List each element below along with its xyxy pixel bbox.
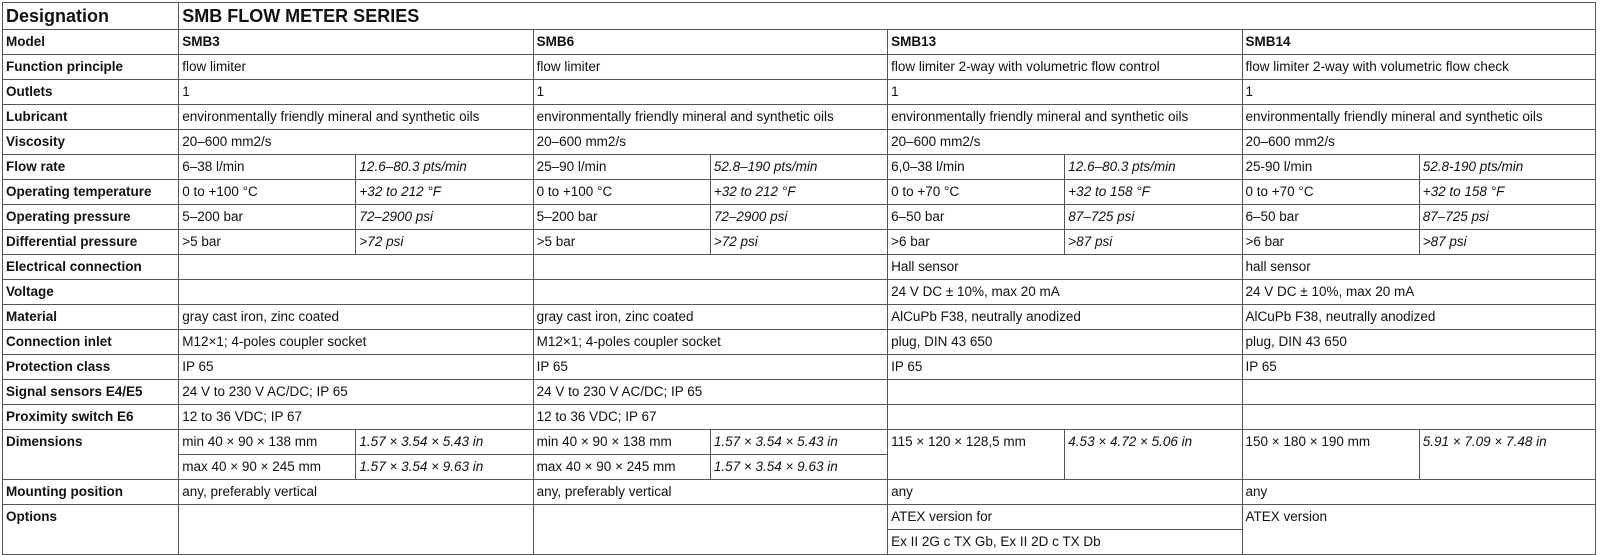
cell-smb3-dim-max-metric: max 40 × 90 × 245 mm — [179, 455, 356, 480]
cell-smb14-protection: IP 65 — [1242, 355, 1595, 380]
cell-smb13-dim-imperial: 4.53 × 4.72 × 5.06 in — [1065, 430, 1242, 480]
series-title: SMB FLOW METER SERIES — [179, 3, 1596, 30]
cell-smb13-flow-metric: 6,0–38 l/min — [888, 155, 1065, 180]
cell-smb13-voltage: 24 V DC ± 10%, max 20 mA — [888, 280, 1242, 305]
designation-header: Designation — [3, 3, 179, 30]
cell-smb6-dim-min-metric: min 40 × 90 × 138 mm — [533, 430, 710, 455]
cell-smb14-viscosity: 20–600 mm2/s — [1242, 130, 1595, 155]
cell-smb13-options-line2: Ex II 2G c TX Gb, Ex II 2D c TX Db — [888, 530, 1242, 555]
cell-smb14-lubricant: environmentally friendly mineral and synthetic oils — [1242, 105, 1595, 130]
cell-smb6-mounting: any, preferably vertical — [533, 480, 887, 505]
row-model — [3, 30, 1596, 55]
label-operating-pressure: Operating pressure — [3, 205, 179, 230]
cell-smb14-press-imperial: 87–725 psi — [1419, 205, 1595, 230]
label-signal-sensors: Signal sensors E4/E5 — [3, 380, 179, 405]
cell-smb3-dim-max-imperial: 1.57 × 3.54 × 9.63 in — [356, 455, 533, 480]
cell-smb14-temp-metric: 0 to +70 °C — [1242, 180, 1419, 205]
cell-smb3-electrical — [179, 255, 533, 280]
cell-smb14-signal — [1242, 380, 1595, 405]
row-differential-pressure — [3, 230, 1596, 255]
cell-smb3-signal: 24 V to 230 V AC/DC; IP 65 — [179, 380, 533, 405]
row-material — [3, 305, 1596, 330]
row-operating-pressure — [3, 205, 1596, 230]
cell-smb6-temp-metric: 0 to +100 °C — [533, 180, 710, 205]
cell-smb14-dim-metric: 150 × 180 × 190 mm — [1242, 430, 1419, 480]
model-smb6: SMB6 — [533, 30, 887, 55]
label-voltage: Voltage — [3, 280, 179, 305]
row-lubricant — [3, 105, 1596, 130]
row-voltage — [3, 280, 1596, 305]
cell-smb14-options: ATEX version — [1242, 505, 1595, 555]
cell-smb3-dim-min-metric: min 40 × 90 × 138 mm — [179, 430, 356, 455]
cell-smb3-material: gray cast iron, zinc coated — [179, 305, 533, 330]
cell-smb6-proximity: 12 to 36 VDC; IP 67 — [533, 405, 887, 430]
cell-smb6-material: gray cast iron, zinc coated — [533, 305, 887, 330]
cell-smb13-signal — [888, 380, 1242, 405]
row-flow-rate — [3, 155, 1596, 180]
cell-smb3-temp-imperial: +32 to 212 °F — [356, 180, 533, 205]
cell-smb14-diff-metric: >6 bar — [1242, 230, 1419, 255]
label-dimensions: Dimensions — [3, 430, 179, 480]
cell-smb6-conn-inlet: M12×1; 4-poles coupler socket — [533, 330, 887, 355]
cell-smb3-protection: IP 65 — [179, 355, 533, 380]
cell-smb6-flow-metric: 25–90 l/min — [533, 155, 710, 180]
label-connection-inlet: Connection inlet — [3, 330, 179, 355]
cell-smb13-diff-imperial: >87 psi — [1065, 230, 1242, 255]
cell-smb13-mounting: any — [888, 480, 1242, 505]
row-connection-inlet — [3, 330, 1596, 355]
cell-smb13-material: AlCuPb F38, neutrally anodized — [888, 305, 1242, 330]
cell-smb13-proximity — [888, 405, 1242, 430]
label-options: Options — [3, 505, 179, 555]
cell-smb14-diff-imperial: >87 psi — [1419, 230, 1595, 255]
cell-smb14-temp-imperial: +32 to 158 °F — [1419, 180, 1595, 205]
cell-smb6-function: flow limiter — [533, 55, 887, 80]
row-dimensions — [3, 430, 1596, 455]
label-electrical-connection: Electrical connection — [3, 255, 179, 280]
label-proximity-switch: Proximity switch E6 — [3, 405, 179, 430]
cell-smb13-press-metric: 6–50 bar — [888, 205, 1065, 230]
cell-smb6-press-imperial: 72–2900 psi — [710, 205, 887, 230]
cell-smb6-lubricant: environmentally friendly mineral and synthetic oils — [533, 105, 887, 130]
cell-smb6-press-metric: 5–200 bar — [533, 205, 710, 230]
row-viscosity — [3, 130, 1596, 155]
label-material: Material — [3, 305, 179, 330]
cell-smb13-protection: IP 65 — [888, 355, 1242, 380]
row-proximity-switch — [3, 405, 1596, 430]
cell-smb3-proximity: 12 to 36 VDC; IP 67 — [179, 405, 533, 430]
cell-smb6-outlets: 1 — [533, 80, 887, 105]
cell-smb6-dim-max-imperial: 1.57 × 3.54 × 9.63 in — [710, 455, 887, 480]
cell-smb3-conn-inlet: M12×1; 4-poles coupler socket — [179, 330, 533, 355]
cell-smb3-viscosity: 20–600 mm2/s — [179, 130, 533, 155]
cell-smb13-conn-inlet: plug, DIN 43 650 — [888, 330, 1242, 355]
model-smb13: SMB13 — [888, 30, 1242, 55]
cell-smb3-diff-metric: >5 bar — [179, 230, 356, 255]
cell-smb13-temp-metric: 0 to +70 °C — [888, 180, 1065, 205]
cell-smb6-protection: IP 65 — [533, 355, 887, 380]
cell-smb14-function: flow limiter 2-way with volumetric flow check — [1242, 55, 1595, 80]
cell-smb3-flow-metric: 6–38 l/min — [179, 155, 356, 180]
cell-smb14-outlets: 1 — [1242, 80, 1595, 105]
cell-smb3-flow-imperial: 12.6–80.3 pts/min — [356, 155, 533, 180]
label-mounting-position: Mounting position — [3, 480, 179, 505]
cell-smb14-flow-metric: 25-90 l/min — [1242, 155, 1419, 180]
row-electrical-connection — [3, 255, 1596, 280]
label-protection-class: Protection class — [3, 355, 179, 380]
cell-smb6-flow-imperial: 52.8–190 pts/min — [710, 155, 887, 180]
cell-smb6-diff-imperial: >72 psi — [710, 230, 887, 255]
model-smb14: SMB14 — [1242, 30, 1595, 55]
cell-smb13-function: flow limiter 2-way with volumetric flow control — [888, 55, 1242, 80]
cell-smb3-dim-min-imperial: 1.57 × 3.54 × 5.43 in — [356, 430, 533, 455]
cell-smb6-signal: 24 V to 230 V AC/DC; IP 65 — [533, 380, 887, 405]
cell-smb14-electrical: hall sensor — [1242, 255, 1595, 280]
cell-smb14-material: AlCuPb F38, neutrally anodized — [1242, 305, 1595, 330]
cell-smb14-proximity — [1242, 405, 1595, 430]
row-signal-sensors — [3, 380, 1596, 405]
cell-smb13-outlets: 1 — [888, 80, 1242, 105]
cell-smb13-options-line1: ATEX version for — [888, 505, 1242, 530]
cell-smb3-press-metric: 5–200 bar — [179, 205, 356, 230]
cell-smb13-dim-metric: 115 × 120 × 128,5 mm — [888, 430, 1065, 480]
cell-smb14-voltage: 24 V DC ± 10%, max 20 mA — [1242, 280, 1595, 305]
cell-smb14-dim-imperial: 5.91 × 7.09 × 7.48 in — [1419, 430, 1595, 480]
cell-smb13-diff-metric: >6 bar — [888, 230, 1065, 255]
cell-smb14-mounting: any — [1242, 480, 1595, 505]
cell-smb14-press-metric: 6–50 bar — [1242, 205, 1419, 230]
cell-smb3-diff-imperial: >72 psi — [356, 230, 533, 255]
row-function — [3, 55, 1596, 80]
cell-smb6-dim-max-metric: max 40 × 90 × 245 mm — [533, 455, 710, 480]
cell-smb3-temp-metric: 0 to +100 °C — [179, 180, 356, 205]
cell-smb13-temp-imperial: +32 to 158 °F — [1065, 180, 1242, 205]
cell-smb6-temp-imperial: +32 to 212 °F — [710, 180, 887, 205]
cell-smb3-voltage — [179, 280, 533, 305]
cell-smb3-function: flow limiter — [179, 55, 533, 80]
label-function: Function principle — [3, 55, 179, 80]
model-smb3: SMB3 — [179, 30, 533, 55]
cell-smb6-electrical — [533, 255, 887, 280]
label-viscosity: Viscosity — [3, 130, 179, 155]
cell-smb13-electrical: Hall sensor — [888, 255, 1242, 280]
label-outlets: Outlets — [3, 80, 179, 105]
cell-smb3-press-imperial: 72–2900 psi — [356, 205, 533, 230]
spec-table — [2, 2, 1596, 555]
row-protection-class — [3, 355, 1596, 380]
label-model: Model — [3, 30, 179, 55]
label-flow-rate: Flow rate — [3, 155, 179, 180]
cell-smb3-outlets: 1 — [179, 80, 533, 105]
row-operating-temperature — [3, 180, 1596, 205]
label-lubricant: Lubricant — [3, 105, 179, 130]
cell-smb13-press-imperial: 87–725 psi — [1065, 205, 1242, 230]
cell-smb3-mounting: any, preferably vertical — [179, 480, 533, 505]
cell-smb6-viscosity: 20–600 mm2/s — [533, 130, 887, 155]
label-differential-pressure: Differential pressure — [3, 230, 179, 255]
cell-smb6-dim-min-imperial: 1.57 × 3.54 × 5.43 in — [710, 430, 887, 455]
cell-smb6-options — [533, 505, 887, 555]
cell-smb6-voltage — [533, 280, 887, 305]
row-outlets — [3, 80, 1596, 105]
cell-smb14-flow-imperial: 52.8-190 pts/min — [1419, 155, 1595, 180]
cell-smb3-lubricant: environmentally friendly mineral and synthetic oils — [179, 105, 533, 130]
cell-smb6-diff-metric: >5 bar — [533, 230, 710, 255]
cell-smb14-conn-inlet: plug, DIN 43 650 — [1242, 330, 1595, 355]
row-options — [3, 505, 1596, 530]
row-mounting-position — [3, 480, 1596, 505]
cell-smb3-options — [179, 505, 533, 555]
cell-smb13-flow-imperial: 12.6–80.3 pts/min — [1065, 155, 1242, 180]
label-operating-temperature: Operating temperature — [3, 180, 179, 205]
cell-smb13-viscosity: 20–600 mm2/s — [888, 130, 1242, 155]
cell-smb13-lubricant: environmentally friendly mineral and synthetic oils — [888, 105, 1242, 130]
header-row — [3, 3, 1596, 30]
